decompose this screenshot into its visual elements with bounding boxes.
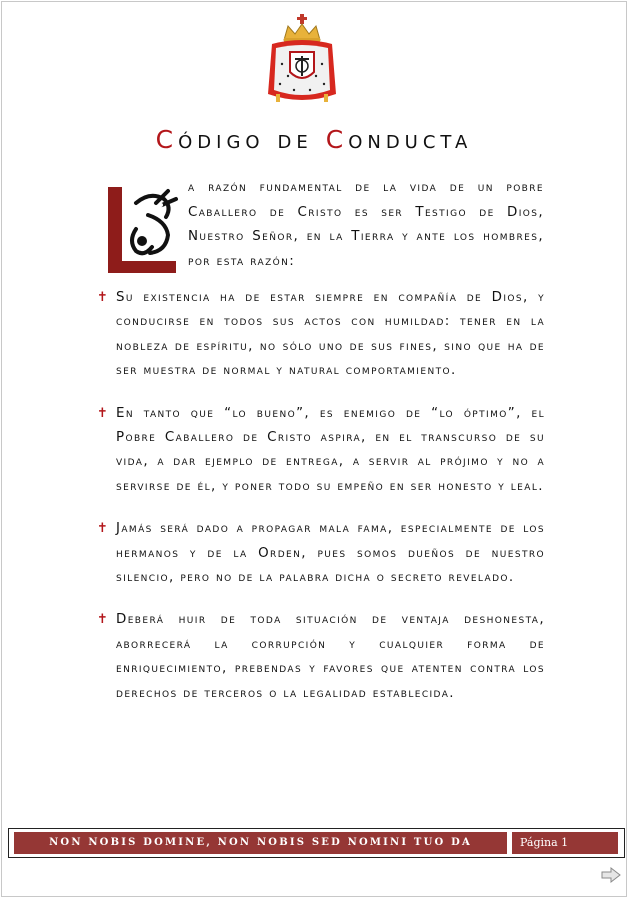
cross-bullet-icon: ✝ [97, 612, 110, 628]
list-item-text: Su existencia ha de estar siempre en compañía de Dios, y conducirse en todos sus actos con humildad: tener en la nobleza de espíritu, no sólo uno de sus fines, sino que ha de ser muestra de normal y natural comportamiento. [116, 290, 545, 379]
list-item-text: En tanto que “lo bueno”, es enemigo de “lo óptimo”, el Pobre Caballero de Cristo aspira, en el transcurso de su vida, a dar ejemplo de entrega, a servir al prójimo y no a servirse de él, y poner todo su empeño en ser honesto y leal. [116, 405, 545, 494]
list-item [97, 517, 545, 590]
intro-paragraph: a razón fundamental de la vida de un pobre Caballero de Cristo es ser Testigo de Dios, Nuestro Señor, en la Tierra y ante los hombres, por esta razón: [188, 180, 544, 269]
dragon-dropcap-icon [106, 185, 180, 275]
list-item [97, 608, 545, 706]
dropcap-letter: L [106, 185, 107, 186]
cross-bullet-icon: ✝ [97, 405, 110, 421]
title-word-codigo: ódigo de [178, 125, 326, 154]
document-page [1, 1, 627, 897]
footer-motto: NON NOBIS DOMINE, NON NOBIS SED NOMINI TUO DA GLORIAM [14, 832, 507, 854]
cross-bullet-icon: ✝ [97, 290, 110, 305]
title-initial-c2: C [325, 125, 349, 154]
title-word-conducta: onducta [348, 125, 473, 154]
conduct-list [97, 286, 545, 724]
next-page-arrow-icon[interactable] [600, 866, 622, 884]
papal-crest-icon [266, 14, 338, 108]
title-initial-c: C [155, 125, 179, 154]
list-item-text: Jamás será dado a propagar mala fama, especialmente de los hermanos y de la Orden, pues somos dueños de nuestro silencio, pero no de la palabra dicha o secreto revelado. [116, 521, 545, 586]
page-number: Página 1 [512, 832, 618, 854]
page-footer [8, 828, 625, 870]
list-item [97, 286, 545, 384]
page-title [2, 125, 626, 154]
cross-bullet-icon: ✝ [97, 521, 110, 537]
list-item-text: Deberá huir de toda situación de ventaja deshonesta, aborrecerá la corrupción y cualquier forma de enriquecimiento, prebendas y favores que atenten contra los derechos de terceros o la legalidad establecida. [116, 612, 545, 701]
list-item [97, 402, 545, 500]
